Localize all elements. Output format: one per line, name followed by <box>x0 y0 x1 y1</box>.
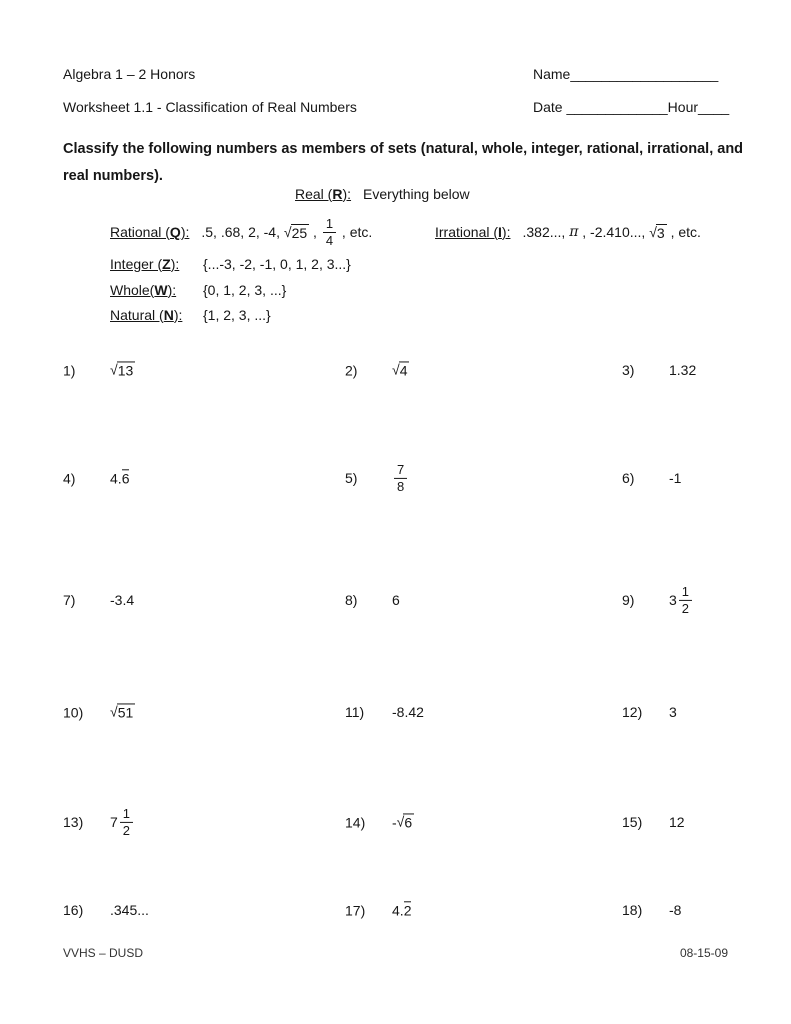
radical-sign: √ <box>392 361 400 378</box>
problem-value <box>392 813 414 830</box>
fraction-numerator: 7 <box>394 462 407 479</box>
fraction-numerator: 1 <box>323 216 336 233</box>
integer-label-letter: Z <box>162 256 171 272</box>
problem-2 <box>345 361 409 378</box>
footer <box>63 946 728 960</box>
math-text: , <box>309 224 321 241</box>
worksheet-title: Worksheet 1.1 - Classification of Real Numbers <box>63 99 357 115</box>
math-text: .382..., <box>522 224 570 241</box>
problem-value <box>669 902 681 918</box>
math-text: .345... <box>110 902 149 918</box>
problem-13 <box>63 806 135 838</box>
problem-11 <box>345 704 424 720</box>
problem-value <box>392 592 400 608</box>
integer-label-suffix: ): <box>170 256 180 272</box>
problem-16 <box>63 902 149 918</box>
math-text: Everything below <box>363 186 470 202</box>
problem-value <box>669 584 694 616</box>
rational-label-suffix: ): <box>180 224 190 241</box>
problem-value <box>392 462 409 494</box>
problem-number: 6) <box>622 470 635 486</box>
math-text: 1.32 <box>669 362 697 378</box>
fraction-denominator: 2 <box>122 822 131 838</box>
problem-number: 5) <box>345 470 358 486</box>
fraction-denominator: 4 <box>325 232 334 248</box>
math-text: -3.4 <box>110 592 135 608</box>
problem-value <box>110 592 134 608</box>
problem-6 <box>622 470 681 486</box>
rational-label-letter: Q <box>169 224 181 241</box>
radical-sign: √ <box>649 223 657 240</box>
radicand: 51 <box>117 704 134 721</box>
math-text: 4. <box>392 901 404 918</box>
math-text: - <box>392 814 397 830</box>
problem-number: 16) <box>63 902 84 918</box>
problem-number: 17) <box>345 901 366 918</box>
math-text: 12 <box>669 814 685 830</box>
problems-grid <box>63 0 791 1024</box>
problem-value <box>392 361 409 378</box>
problem-5 <box>345 462 409 494</box>
problem-value <box>392 704 424 720</box>
math-text: {0, 1, 2, 3, ...} <box>203 282 287 298</box>
math-text: .5, .68, 2, -4, <box>201 224 284 241</box>
repeating-decimal-bar: 6 <box>121 470 130 487</box>
problem-18 <box>622 902 681 918</box>
radicand: 13 <box>117 362 134 379</box>
radical-sign: √ <box>110 361 118 378</box>
problem-1 <box>63 361 135 378</box>
integer-label-prefix: Integer ( <box>110 256 163 272</box>
problem-number: 11) <box>345 704 365 720</box>
problem-number: 15) <box>622 814 643 830</box>
fraction-denominator: 2 <box>681 600 690 616</box>
problem-14 <box>345 813 414 830</box>
problem-value <box>392 901 411 918</box>
math-text: 4. <box>110 469 122 486</box>
irrational-label-suffix: ): <box>501 224 511 241</box>
rational-label-prefix: Rational ( <box>110 224 170 241</box>
math-text: {1, 2, 3, ...} <box>203 307 271 323</box>
problem-4 <box>63 469 129 486</box>
math-text: , etc. <box>666 224 701 241</box>
math-text: -1 <box>669 470 682 486</box>
problem-value <box>669 362 696 378</box>
math-text: , -2.410..., <box>578 224 650 241</box>
problem-9 <box>622 584 694 616</box>
sqrt-expression <box>110 361 135 378</box>
sqrt-expression <box>397 813 414 830</box>
whole-label-letter: W <box>154 282 168 298</box>
problem-value <box>110 703 135 720</box>
radical-sign: √ <box>396 813 405 830</box>
radicand: 6 <box>404 814 413 831</box>
problem-number: 3) <box>622 362 635 378</box>
course-title: Algebra 1 – 2 Honors <box>63 66 196 82</box>
problem-number: 18) <box>622 902 643 918</box>
instruction-text: Classify the following numbers as members of sets (natural, whole, integer, rational, irrational, and real numbers). <box>63 141 744 184</box>
math-text: -8.42 <box>392 704 424 720</box>
real-label-suffix: ): <box>342 186 352 202</box>
irrational-label-prefix: Irrational ( <box>435 224 499 241</box>
problem-number: 4) <box>63 469 76 486</box>
problem-value <box>669 704 677 720</box>
problem-number: 7) <box>63 592 76 608</box>
sqrt-expression <box>110 703 135 720</box>
pi-symbol: π <box>569 224 579 241</box>
math-text: , etc. <box>338 224 373 241</box>
problem-17 <box>345 901 411 918</box>
problem-number: 12) <box>622 704 643 720</box>
math-text: 6 <box>392 592 400 608</box>
fraction <box>394 462 407 494</box>
irrational-label-letter: I <box>498 224 502 241</box>
problem-number: 1) <box>63 362 76 378</box>
problem-8 <box>345 592 400 608</box>
problem-number: 13) <box>63 814 84 830</box>
problem-value <box>110 469 129 486</box>
date-hour-line: Date _____________Hour____ <box>533 99 730 115</box>
radical-sign: √ <box>283 223 292 240</box>
fraction-numerator: 1 <box>120 806 133 823</box>
whole-label-prefix: Whole( <box>110 282 155 298</box>
problem-value <box>669 470 681 486</box>
whole-label-suffix: ): <box>167 282 177 298</box>
problem-12 <box>622 704 677 720</box>
name-line: Name___________________ <box>533 66 719 82</box>
natural-label-letter: N <box>163 307 174 323</box>
problem-number: 2) <box>345 362 358 378</box>
footer-school: VVHS – DUSD <box>63 946 144 960</box>
natural-label-prefix: Natural ( <box>110 307 164 323</box>
problem-value <box>110 806 135 838</box>
real-label-prefix: Real ( <box>295 186 333 202</box>
repeating-decimal-bar: 2 <box>403 902 412 919</box>
math-text: -8 <box>669 902 682 918</box>
math-text: 3 <box>669 704 677 720</box>
problem-number: 9) <box>622 592 635 608</box>
problem-7 <box>63 592 134 608</box>
real-label-letter: R <box>332 186 343 202</box>
problem-3 <box>622 362 696 378</box>
radicand: 4 <box>399 362 408 379</box>
problem-15 <box>622 814 685 830</box>
problem-value <box>110 361 135 378</box>
radical-sign: √ <box>110 703 118 720</box>
fraction-denominator: 8 <box>397 478 405 494</box>
fraction <box>679 584 692 616</box>
fraction <box>120 806 133 838</box>
problem-number: 10) <box>63 704 84 720</box>
sqrt-expression <box>392 361 409 378</box>
problem-10 <box>63 703 135 720</box>
fraction-numerator: 1 <box>679 584 692 601</box>
footer-date: 08-15-09 <box>679 946 728 960</box>
math-text: {...-3, -2, -1, 0, 1, 2, 3...} <box>203 256 351 272</box>
radicand: 3 <box>656 224 665 241</box>
natural-label-suffix: ): <box>173 307 183 323</box>
math-text: 7 <box>110 814 118 830</box>
math-text: 3 <box>669 592 677 608</box>
problem-number: 8) <box>345 592 358 608</box>
problem-value <box>110 902 149 918</box>
problem-value <box>669 814 685 830</box>
problem-number: 14) <box>345 814 366 830</box>
radicand: 25 <box>291 224 308 241</box>
